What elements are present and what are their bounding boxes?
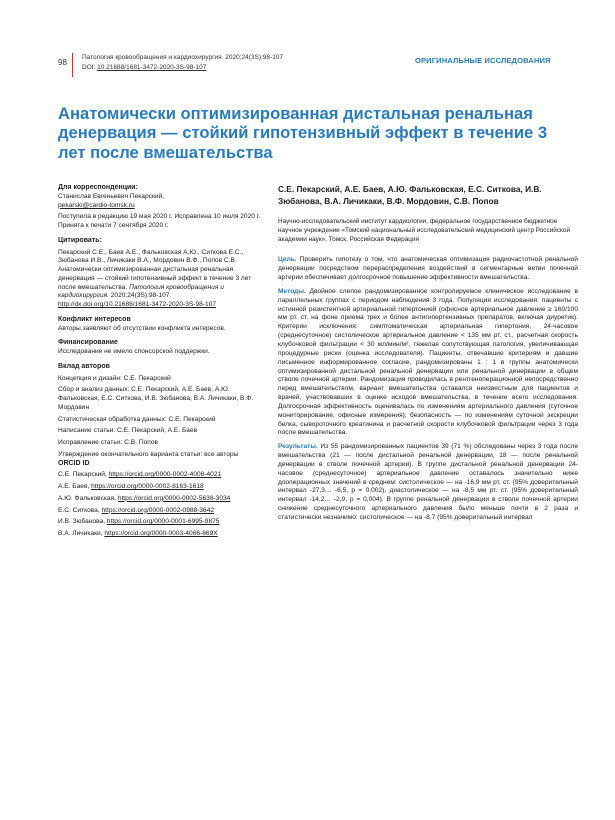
doi-line: DOI: 10.21688/1681-3472-2020-3S-98-107 <box>82 64 207 71</box>
results-label: Результаты. <box>278 443 318 451</box>
correspondence-name: Станислав Евгеньевич Пекарский, <box>58 192 165 200</box>
funding-text: Исследование не имело спонсорской поддержки. <box>58 348 210 355</box>
methods-label: Методы. <box>278 287 306 295</box>
main-column <box>278 184 578 528</box>
article-title: Анатомически оптимизированная дистальная ренальная денервация — стойкий гипотензивный эффект в течение 3 лет после вмешательства <box>58 104 548 162</box>
conflict-heading: Конфликт интересов <box>58 315 131 323</box>
abstract-aim: Цель. Проверить гипотезу о том, что анатомическая оптимизация радиочастотной ренальной денервации посредством перераспределения воздействий в сегментарные ветви почечной артерии обеспечивает долгосрочное повышение эффективности вмешательства. <box>278 256 578 282</box>
doi-link[interactable]: 10.21688/1681-3472-2020-3S-98-107 <box>97 64 207 71</box>
header-divider <box>72 53 73 77</box>
section-label: ОРИГИНАЛЬНЫЕ ИССЛЕДОВАНИЯ <box>415 56 551 65</box>
orcid-link[interactable]: https://orcid.org/0000-0002-8163-1618 <box>91 483 204 490</box>
orcid-heading: ORCID ID <box>58 459 90 467</box>
journal-citation-header <box>82 53 382 73</box>
contrib-item: Концепция и дизайн: С.Е. Пекарский <box>58 374 171 382</box>
page-number: 98 <box>58 58 67 67</box>
cite-block: Пекарский С.Е., Баев А.Е., Фальковская А.Ю., Ситкова Е.С., Зюбанова И.В., Личикаки В.А., Мордовин В.Ф., Попов С.В. Анатомически оптимизированная дистальная ренальная денервация — стойкий гипотензивный эффект в течение 3 лет после вмешательства. Патология кровообращения и кардиохирургия. 2020;24(3S):98-107. http://dx.doi.org/10.21688/1681-3472-2020-3S-98-107 <box>58 248 252 308</box>
orcid-link[interactable]: https://orcid.org/0000-0003-4066-869X <box>104 530 218 537</box>
cite-journal: Патология кровообращения и кардиохирургия. <box>58 283 224 300</box>
orcid-entry: С.Е. Пекарский, https://orcid.org/0000-0002-4008-4021 <box>58 471 222 479</box>
author-list: С.Е. Пекарский, А.Е. Баев, А.Ю. Фальковская, Е.С. Ситкова, И.В. Зюбанова, В.А. Личикаки, В.Ф. Мордовин, С.В. Попов <box>278 184 542 206</box>
contrib-item: Написание статьи: С.Е. Пекарский, А.Е. Баев <box>58 427 198 435</box>
cite-heading: Цитировать: <box>58 236 102 244</box>
sidebar-metadata <box>58 184 263 539</box>
correspondence-email[interactable]: pekarski@cardio-tomsk.ru <box>58 201 135 209</box>
conflict-text: Авторы заявляют об отсутствии конфликта интересов. <box>58 324 226 332</box>
contrib-heading: Вклад авторов <box>58 362 110 370</box>
journal-line: Патология кровообращения и кардиохирургия. 2020;24(3S):98-107 <box>82 54 284 61</box>
aim-label: Цель. <box>278 256 297 264</box>
contrib-item: Исправление статьи: С.В. Попов <box>58 439 159 446</box>
orcid-link[interactable]: https://orcid.org/0000-0001-6995-9875 <box>106 518 220 526</box>
contrib-item: Утверждение окончательного варианта статьи: все авторы <box>58 450 239 458</box>
orcid-link[interactable]: https://orcid.org/0000-0002-4008-4021 <box>108 471 222 479</box>
abstract-methods: Методы. Двойное слепое рандомизированное контролируемое клиническое исследование в параллельных группах с периодом наблюдения 3 года. Популяция исследования: пациенты с истинной резистентной артериальной гипертонией (офисное артериальное давление ≥ 160/100 мм рт. ст. на фоне приема трех и более антигипертензивных препаратов, включая диуретик). Критерии исключения: симптоматическая артериальная гипертония, 24-часовое (среднесуточное) систолическое артериальное давление < 135 мм рт. ст., расчетная скорость клубочковой фильтрации < 30 мл/мин/м², тяжелая сопутствующая патология, увеличивающая процедурные риски (оценка исследователя). Пациенты, отвечавшие критериям и давшие письменное информированное согласие, рандомизированы 1 : 1 в группы анатомически оптимизированной дистальной ренальной денервации или ренальной денервации в общем стволе почечной артерии. Рандомизация проводилась в рентгеноперационной непосредственно перед вмешательством, вариант вмешательства оставался неизвестным для пациентов и врачей, участвовавших в оценке исходов вмешательства, в течение всего исследования. Долгосрочная эффективность оценивалась по изменениям артериального давления (суточное мониторирование, офисные измерения); безопасность — по изменениям суточной экскреции белка, сывороточного креатинина и расчетной скорости клубочковой фильтрации через 3 года после вмешательства. <box>278 287 578 437</box>
cite-link[interactable]: http://dx.doi.org/10.21688/1681-3472-2020-3S-98-107 <box>58 301 217 308</box>
affiliation: Научно-исследовательский институт кардиологии, федеральное государственное бюджетное научное учреждение «Томский национальный исследовательский медицинский центр Российской академии наук», Томск, Российская Федерация <box>278 218 571 243</box>
orcid-entry: И.В. Зюбанова, https://orcid.org/0000-0001-6995-9875 <box>58 518 220 526</box>
orcid-entry: Е.С. Ситкова, https://orcid.org/0000-0002-0988-3642 <box>58 506 215 514</box>
orcid-entry: А.Ю. Фальковская, https://orcid.org/0000-0002-5638-3034 <box>58 494 231 502</box>
abstract <box>278 256 578 522</box>
contrib-item: Статистическая обработка данных: С.Е. Пекарский <box>58 415 216 423</box>
correspondence-heading: Для корреспонденции: <box>58 184 138 191</box>
orcid-link[interactable]: https://orcid.org/0000-0002-5638-3034 <box>117 494 231 502</box>
orcid-entry: В.А. Личикаки, https://orcid.org/0000-0003-4066-869X <box>58 530 218 537</box>
funding-heading: Финансирование <box>58 339 118 347</box>
contrib-item: Сбор и анализ данных: С.Е. Пекарский, А.Е. Баев, А.Ю. Фальковская, Е.С. Ситкова, И.В. Зюбанова, В.А. Личикаки, В.Ф. Мордовин <box>58 386 254 411</box>
article-dates: Поступила в редакцию 19 мая 2020 г. Исправлена 10 июля 2020 г. Принята к печати 7 сентября 2020 г. <box>58 213 261 229</box>
orcid-entry: А.Е. Баев, https://orcid.org/0000-0002-8163-1618 <box>58 483 204 490</box>
orcid-link[interactable]: https://orcid.org/0000-0002-0988-3642 <box>101 506 215 514</box>
abstract-results: Результаты. Из 55 рандомизированных пациентов 39 (71 %) обследованы через 3 года после вмешательства (21 — после дистальной ренальной денервации, 18 — после ренальной денервации в стволе почечной артерии). В группе дистальной ренальной денервации 24-часовое (среднесуточное) артериальное давление оставалось значительно ниже дооперационных значений в среднем: систолическое — на -16,9 мм рт. ст. (95% доверительный интервал -27,3… -6,5, p = 0,002), диастолическое — на -8,5 мм рт. ст. (95% доверительный интервал -14,2… -2,9, p = 0,004). В группе ренальной денервации в стволе почечной артерии снижение среднесуточного артериального давления было меньше почти в 2 раза и статистически незначимо: систолическое — на -8,7 (95% доверительный интервал <box>278 443 578 522</box>
